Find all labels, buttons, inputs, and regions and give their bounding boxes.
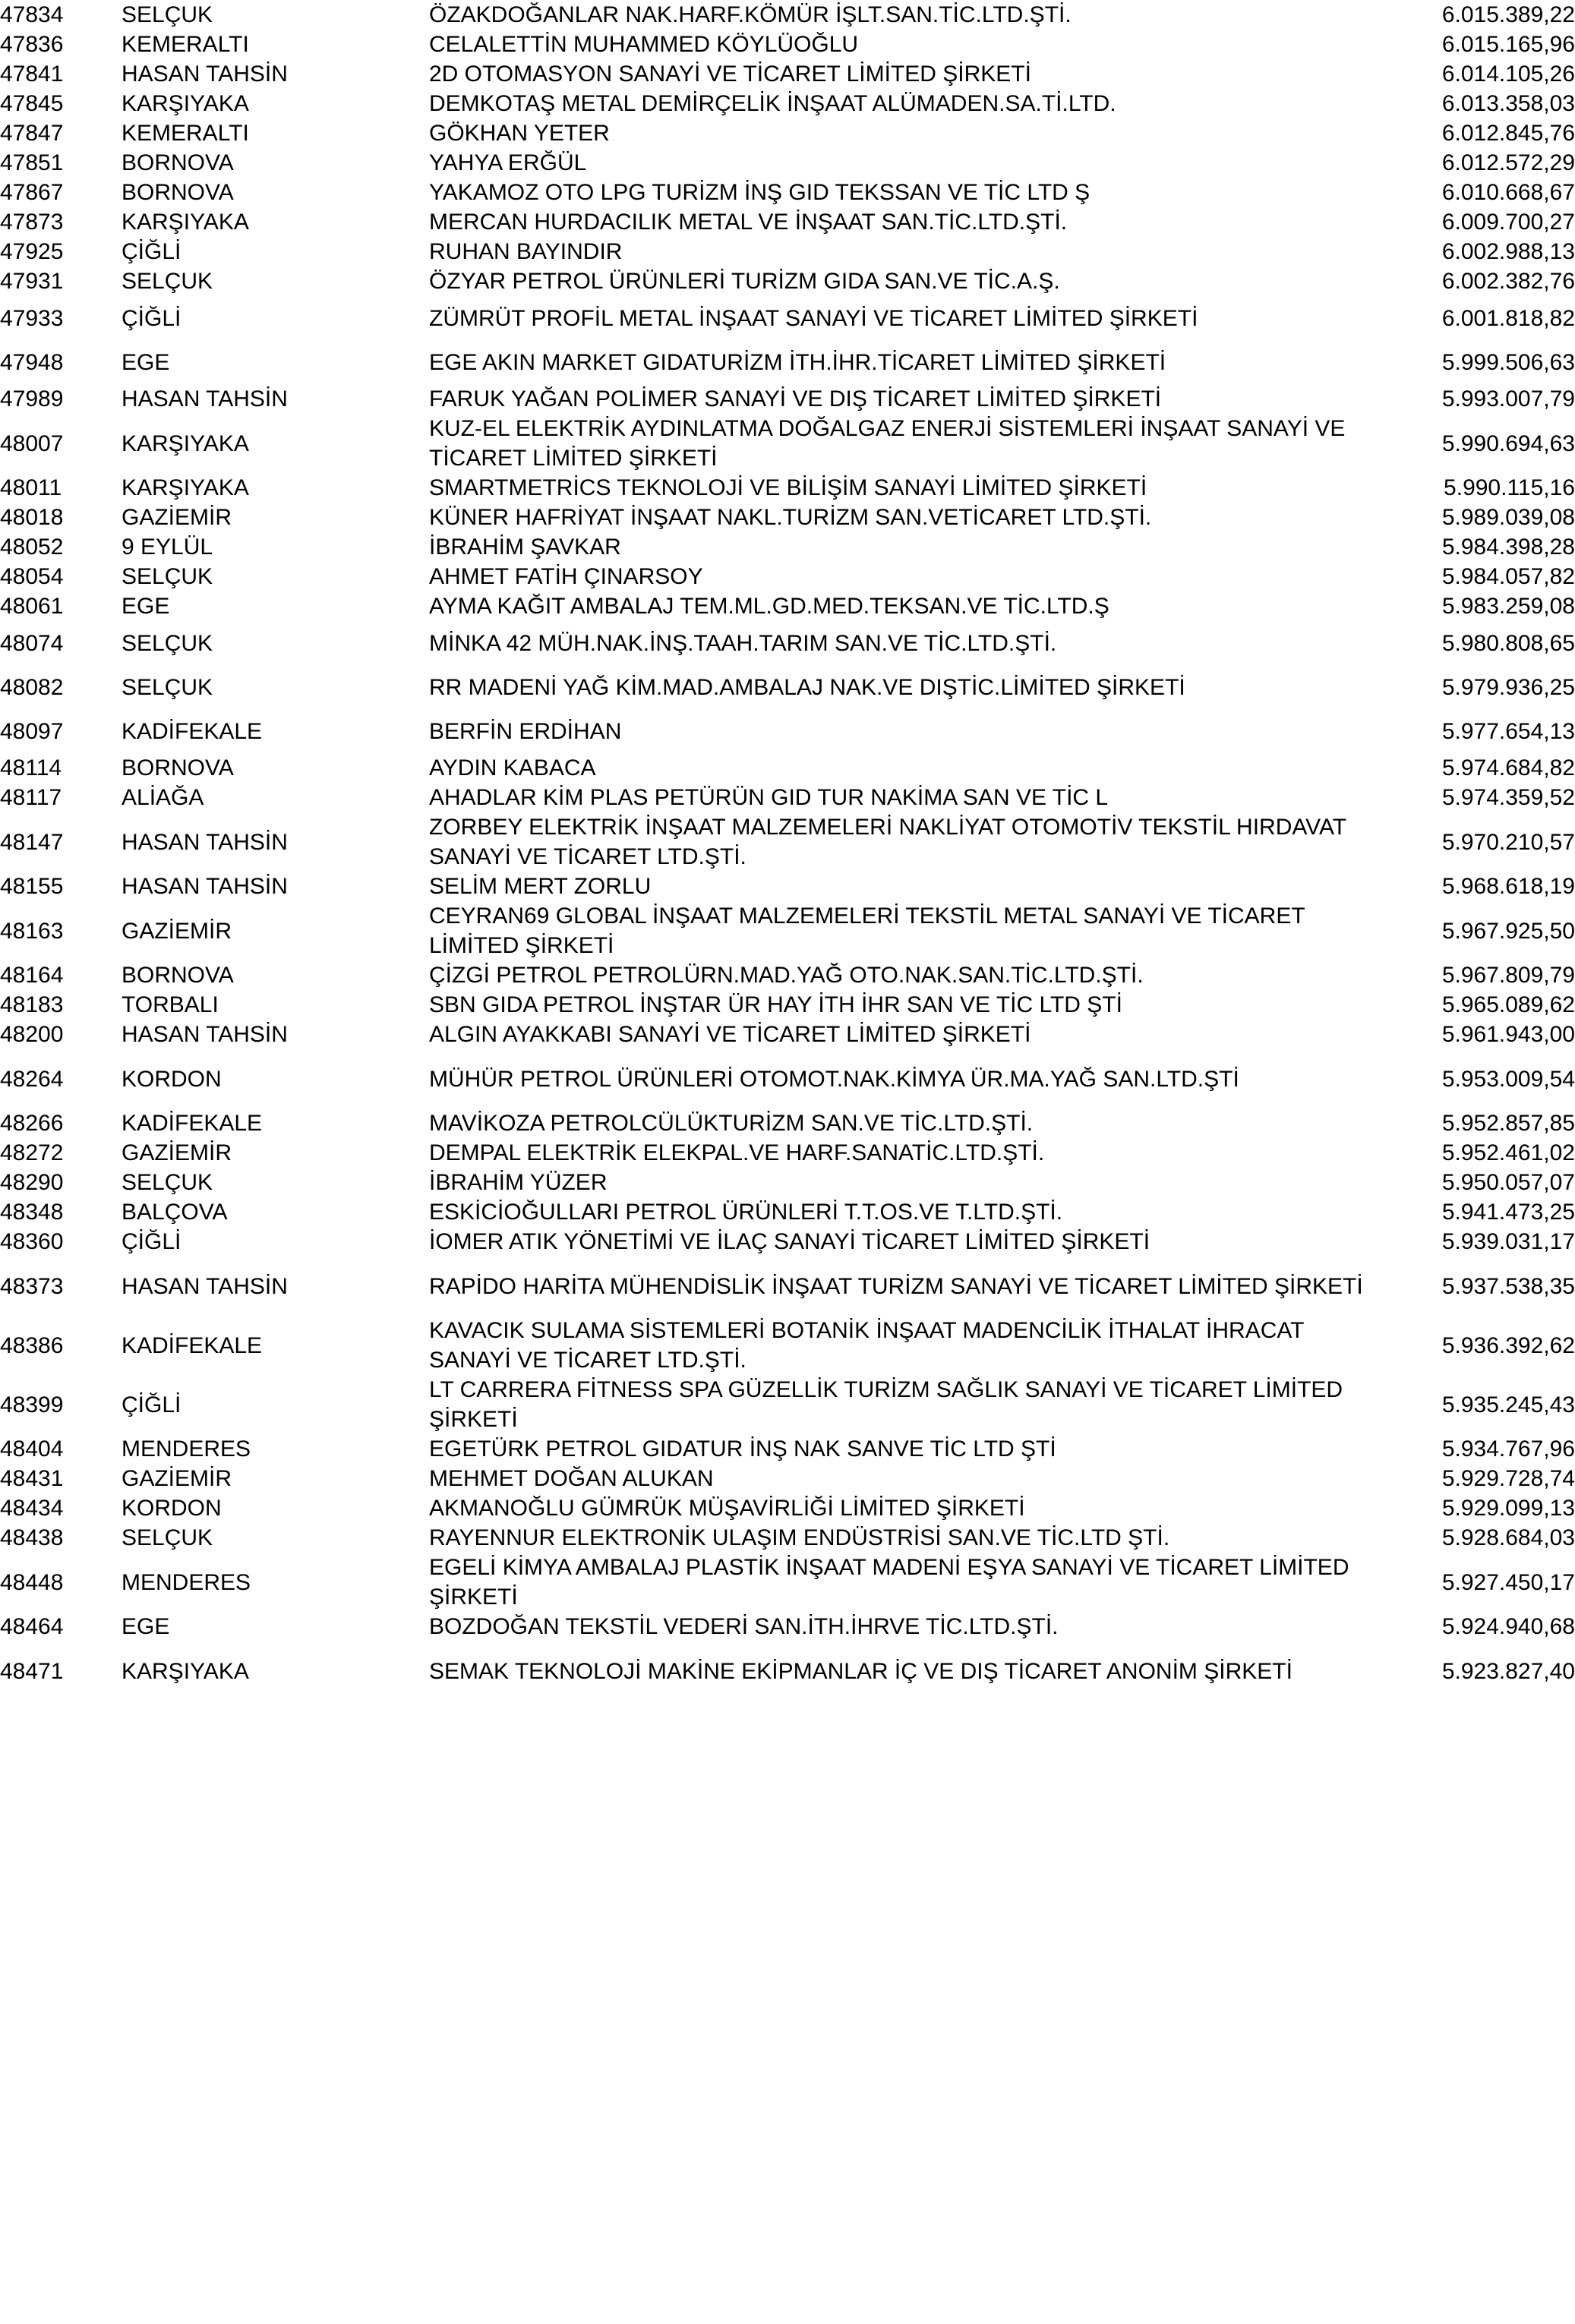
table-row	[0, 1197, 1575, 1227]
row-amount: 5.924.940,68	[1441, 1614, 1575, 1639]
row-rank: 48373	[0, 1273, 64, 1299]
row-amount: 5.928.684,03	[1441, 1525, 1575, 1550]
row-rank: 48272	[0, 1140, 64, 1165]
row-rank: 48052	[0, 534, 64, 560]
row-amount: 5.934.767,96	[1441, 1436, 1575, 1462]
table-row	[0, 178, 1575, 207]
row-office: HASAN TAHSİN	[122, 874, 288, 899]
row-office: BORNOVA	[122, 963, 234, 988]
row-name: KÜNER HAFRİYAT İNŞAAT NAKL.TURİZM SAN.VETİCARET LTD.ŞTİ.	[429, 505, 1152, 530]
row-name: İBRAHİM ŞAVKAR	[429, 534, 621, 560]
row-name: MÜHÜR PETROL ÜRÜNLERİ OTOMOT.NAK.KİMYA ÜR.MA.YAĞ SAN.LTD.ŞTİ	[429, 1066, 1239, 1092]
table-row	[0, 591, 1575, 621]
row-amount: 5.990.115,16	[1444, 475, 1575, 500]
row-rank: 48360	[0, 1229, 64, 1254]
row-rank: 48200	[0, 1022, 64, 1047]
row-amount: 5.965.089,62	[1441, 992, 1575, 1017]
row-rank: 48386	[0, 1332, 64, 1358]
table-row	[0, 1020, 1575, 1049]
table-row	[0, 1316, 1575, 1375]
row-name: İBRAHİM YÜZER	[429, 1170, 608, 1195]
row-amount: 5.970.210,57	[1441, 829, 1575, 855]
row-amount: 5.990.694,63	[1441, 430, 1575, 456]
table-row	[0, 1227, 1575, 1257]
row-rank: 48471	[0, 1658, 64, 1684]
row-amount: 6.012.845,76	[1441, 121, 1575, 146]
row-amount: 5.953.009,54	[1441, 1066, 1575, 1092]
row-office: KARŞIYAKA	[122, 210, 249, 235]
row-name: ESKİCİOĞULLARI PETROL ÜRÜNLERİ T.T.OS.VE T.LTD.ŞTİ.	[429, 1200, 1063, 1225]
row-office: ÇİĞLİ	[122, 239, 181, 264]
table-row	[0, 753, 1575, 783]
row-rank: 48183	[0, 992, 64, 1017]
row-name: BOZDOĞAN TEKSTİL VEDERİ SAN.İTH.İHRVE TİC.LTD.ŞTİ.	[429, 1614, 1059, 1639]
row-amount: 6.002.382,76	[1441, 269, 1575, 294]
row-office: KEMERALTI	[122, 121, 249, 146]
row-office: BORNOVA	[122, 755, 234, 780]
row-office: EGE	[122, 1614, 170, 1639]
table-row	[0, 783, 1575, 812]
row-amount: 6.002.988,13	[1441, 239, 1575, 264]
row-name: BERFİN ERDİHAN	[429, 718, 622, 744]
row-rank: 48114	[0, 755, 62, 780]
row-rank: 48164	[0, 963, 64, 988]
table-row	[0, 532, 1575, 562]
row-amount: 6.009.700,27	[1441, 210, 1575, 235]
row-amount: 6.013.358,03	[1441, 91, 1575, 116]
row-rank: 48348	[0, 1200, 64, 1225]
row-rank: 47931	[0, 269, 64, 294]
row-rank: 47841	[0, 61, 64, 87]
row-amount: 5.929.099,13	[1441, 1496, 1575, 1521]
row-rank: 47845	[0, 91, 64, 116]
row-rank: 47873	[0, 210, 64, 235]
row-office: GAZİEMİR	[122, 918, 232, 944]
row-amount: 5.989.039,08	[1441, 505, 1575, 530]
row-name: MERCAN HURDACILIK METAL VE İNŞAAT SAN.TİC.LTD.ŞTİ.	[429, 210, 1068, 235]
row-rank: 48438	[0, 1525, 64, 1550]
table-row	[0, 665, 1575, 709]
row-rank: 48266	[0, 1111, 64, 1136]
table-row	[0, 1375, 1575, 1434]
table-row	[0, 621, 1575, 665]
row-name: DEMKOTAŞ METAL DEMİRÇELİK İNŞAAT ALÜMADEN.SA.Tİ.LTD.	[429, 91, 1116, 116]
table-row	[0, 414, 1575, 473]
table-row	[0, 901, 1575, 960]
row-name: SBN GIDA PETROL İNŞTAR ÜR HAY İTH İHR SAN VE TİC LTD ŞTİ	[429, 992, 1122, 1017]
row-name: ÖZYAR PETROL ÜRÜNLERİ TURİZM GIDA SAN.VE TİC.A.Ş.	[429, 269, 1060, 294]
row-rank: 48399	[0, 1392, 64, 1417]
row-rank: 48074	[0, 630, 64, 656]
table-row	[0, 237, 1575, 266]
row-office: BORNOVA	[122, 150, 234, 175]
row-office: ÇİĞLİ	[122, 1229, 181, 1254]
row-office: SELÇUK	[122, 630, 213, 656]
table-row	[0, 1641, 1575, 1701]
row-amount: 6.012.572,29	[1441, 150, 1575, 175]
row-rank: 48434	[0, 1496, 64, 1521]
row-office: HASAN TAHSİN	[122, 829, 288, 855]
table-row	[0, 1108, 1575, 1138]
row-name: ALGIN AYAKKABI SANAYİ VE TİCARET LİMİTED ŞİRKETİ	[429, 1022, 1031, 1047]
row-amount: 5.984.398,28	[1441, 534, 1575, 560]
row-name: RR MADENİ YAĞ KİM.MAD.AMBALAJ NAK.VE DIŞTİC.LİMİTED ŞİRKETİ	[429, 674, 1185, 700]
row-amount: 5.937.538,35	[1441, 1273, 1575, 1299]
row-rank: 48018	[0, 505, 64, 530]
row-name: 2D OTOMASYON SANAYİ VE TİCARET LİMİTED ŞİRKETİ	[429, 61, 1031, 87]
row-rank: 48007	[0, 430, 64, 456]
row-amount: 5.968.618,19	[1441, 874, 1575, 899]
row-name: AKMANOĞLU GÜMRÜK MÜŞAVİRLİĞİ LİMİTED ŞİRKETİ	[429, 1496, 1025, 1521]
row-office: BORNOVA	[122, 180, 234, 205]
row-amount: 5.923.827,40	[1441, 1658, 1575, 1684]
row-rank: 47836	[0, 32, 64, 57]
row-office: KADİFEKALE	[122, 718, 263, 744]
row-rank: 48082	[0, 674, 64, 700]
row-amount: 5.952.461,02	[1441, 1140, 1575, 1165]
table-row	[0, 0, 1575, 30]
row-office: GAZİEMİR	[122, 1140, 232, 1165]
table-row	[0, 266, 1575, 296]
row-rank: 47925	[0, 239, 64, 264]
row-name: CEYRAN69 GLOBAL İNŞAAT MALZEMELERİ TEKSTİL METAL SANAYİ VE TİCARET LİMİTED ŞİRKETİ	[429, 903, 1305, 958]
row-office: KADİFEKALE	[122, 1111, 263, 1136]
table-row	[0, 503, 1575, 532]
row-office: GAZİEMİR	[122, 505, 232, 530]
table-row	[0, 812, 1575, 872]
row-amount: 6.014.105,26	[1441, 61, 1575, 87]
row-name: YAKAMOZ OTO LPG TURİZM İNŞ GID TEKSSAN VE TİC LTD Ş	[429, 180, 1091, 205]
row-office: MENDERES	[122, 1569, 251, 1595]
table-row	[0, 562, 1575, 591]
table-row	[0, 148, 1575, 178]
row-name: SEMAK TEKNOLOJİ MAKİNE EKİPMANLAR İÇ VE DIŞ TİCARET ANONİM ŞİRKETİ	[429, 1658, 1293, 1684]
row-name: MEHMET DOĞAN ALUKAN	[429, 1466, 714, 1491]
row-name: MAVİKOZA PETROLCÜLÜKTURİZM SAN.VE TİC.LTD.ŞTİ.	[429, 1111, 1034, 1136]
row-amount: 5.935.245,43	[1441, 1392, 1575, 1417]
row-name: SMARTMETRİCS TEKNOLOJİ VE BİLİŞİM SANAYİ LİMİTED ŞİRKETİ	[429, 475, 1147, 500]
row-office: MENDERES	[122, 1436, 251, 1462]
table-row	[0, 473, 1575, 503]
row-office: EGE	[122, 349, 170, 375]
table-row	[0, 872, 1575, 901]
row-name: EGE AKIN MARKET GIDATURİZM İTH.İHR.TİCARET LİMİTED ŞİRKETİ	[429, 349, 1166, 375]
row-amount: 5.939.031,17	[1441, 1229, 1575, 1254]
row-rank: 48464	[0, 1614, 64, 1639]
row-name: MİNKA 42 MÜH.NAK.İNŞ.TAAH.TARIM SAN.VE TİC.LTD.ŞTİ.	[429, 630, 1057, 656]
row-rank: 48448	[0, 1569, 64, 1595]
table-row	[0, 384, 1575, 414]
row-rank: 47948	[0, 349, 64, 375]
row-office: TORBALI	[122, 992, 219, 1017]
table-row	[0, 1464, 1575, 1493]
row-amount: 6.010.668,67	[1441, 180, 1575, 205]
row-rank: 48061	[0, 594, 64, 619]
row-rank: 48117	[0, 785, 62, 810]
table-row	[0, 1049, 1575, 1108]
row-rank: 47867	[0, 180, 64, 205]
row-office: ÇİĞLİ	[122, 1392, 181, 1417]
table-row	[0, 1138, 1575, 1168]
row-amount: 5.952.857,85	[1441, 1111, 1575, 1136]
table-row	[0, 296, 1575, 340]
row-amount: 5.974.359,52	[1441, 785, 1575, 810]
row-amount: 5.979.936,25	[1441, 674, 1575, 700]
row-amount: 5.961.943,00	[1441, 1022, 1575, 1047]
row-name: ÇİZGİ PETROL PETROLÜRN.MAD.YAĞ OTO.NAK.SAN.TİC.LTD.ŞTİ.	[429, 963, 1144, 988]
row-amount: 5.999.506,63	[1441, 349, 1575, 375]
row-name: AYMA KAĞIT AMBALAJ TEM.ML.GD.MED.TEKSAN.VE TİC.LTD.Ş	[429, 594, 1109, 619]
row-rank: 48163	[0, 918, 64, 944]
row-amount: 5.977.654,13	[1441, 718, 1575, 744]
table-row	[0, 1434, 1575, 1464]
row-office: EGE	[122, 594, 170, 619]
row-name: ZÜMRÜT PROFİL METAL İNŞAAT SANAYİ VE TİCARET LİMİTED ŞİRKETİ	[429, 305, 1198, 331]
row-office: KEMERALTI	[122, 32, 249, 57]
row-office: KARŞIYAKA	[122, 475, 249, 500]
row-rank: 47851	[0, 150, 64, 175]
row-office: HASAN TAHSİN	[122, 1022, 288, 1047]
row-amount: 5.967.925,50	[1441, 918, 1575, 944]
row-office: KORDON	[122, 1066, 222, 1092]
row-amount: 5.993.007,79	[1441, 386, 1575, 412]
row-office: KORDON	[122, 1496, 222, 1521]
row-office: SELÇUK	[122, 269, 213, 294]
table-row	[0, 89, 1575, 118]
row-rank: 48431	[0, 1466, 64, 1491]
row-name: İOMER ATIK YÖNETİMİ VE İLAÇ SANAYİ TİCARET LİMİTED ŞİRKETİ	[429, 1229, 1150, 1254]
row-office: HASAN TAHSİN	[122, 61, 288, 87]
row-name: LT CARRERA FİTNESS SPA GÜZELLİK TURİZM SAĞLIK SANAYİ VE TİCARET LİMİTED ŞİRKETİ	[429, 1377, 1343, 1432]
row-amount: 5.984.057,82	[1441, 564, 1575, 589]
row-name: RAYENNUR ELEKTRONİK ULAŞIM ENDÜSTRİSİ SAN.VE TİC.LTD ŞTİ.	[429, 1525, 1170, 1550]
row-name: KUZ-EL ELEKTRİK AYDINLATMA DOĞALGAZ ENERJİ SİSTEMLERİ İNŞAAT SANAYİ VE TİCARET LİMİTED ŞİRKETİ	[429, 416, 1346, 471]
row-name: YAHYA ERĞÜL	[429, 150, 587, 175]
table-row	[0, 1523, 1575, 1553]
row-rank: 47933	[0, 305, 64, 331]
row-name: AHADLAR KİM PLAS PETÜRÜN GID TUR NAKİMA SAN VE TİC L	[429, 785, 1109, 810]
row-amount: 5.983.259,08	[1441, 594, 1575, 619]
table-row	[0, 207, 1575, 237]
row-office: KARŞIYAKA	[122, 1658, 249, 1684]
row-amount: 5.929.728,74	[1441, 1466, 1575, 1491]
row-amount: 5.941.473,25	[1441, 1200, 1575, 1225]
row-office: SELÇUK	[122, 1170, 213, 1195]
row-office: SELÇUK	[122, 2, 213, 27]
row-rank: 47989	[0, 386, 64, 412]
row-name: AYDIN KABACA	[429, 755, 596, 780]
row-office: BALÇOVA	[122, 1200, 228, 1225]
row-office: SELÇUK	[122, 564, 213, 589]
row-rank: 48264	[0, 1066, 64, 1092]
row-name: RAPİDO HARİTA MÜHENDİSLİK İNŞAAT TURİZM SANAYİ VE TİCARET LİMİTED ŞİRKETİ	[429, 1273, 1363, 1299]
row-name: EGETÜRK PETROL GIDATUR İNŞ NAK SANVE TİC LTD ŞTİ	[429, 1436, 1056, 1462]
table-row	[0, 1257, 1575, 1316]
table-row	[0, 1612, 1575, 1641]
row-office: SELÇUK	[122, 674, 213, 700]
row-amount: 6.001.818,82	[1441, 305, 1575, 331]
row-name: EGELİ KİMYA AMBALAJ PLASTİK İNŞAAT MADENİ EŞYA SANAYİ VE TİCARET LİMİTED ŞİRKETİ	[429, 1555, 1349, 1610]
row-office: SELÇUK	[122, 1525, 213, 1550]
table-row	[0, 1493, 1575, 1523]
row-office: KARŞIYAKA	[122, 430, 249, 456]
row-amount: 5.927.450,17	[1441, 1569, 1575, 1595]
row-amount: 5.974.684,82	[1441, 755, 1575, 780]
row-rank: 47834	[0, 2, 64, 27]
row-office: GAZİEMİR	[122, 1466, 232, 1491]
row-name: FARUK YAĞAN POLİMER SANAYİ VE DIŞ TİCARET LİMİTED ŞİRKETİ	[429, 386, 1162, 412]
row-rank: 48097	[0, 718, 64, 744]
row-amount: 5.936.392,62	[1441, 1332, 1575, 1358]
table-row	[0, 30, 1575, 59]
table-row	[0, 960, 1575, 990]
table-row	[0, 340, 1575, 384]
table-row	[0, 59, 1575, 89]
table-row	[0, 1553, 1575, 1612]
row-rank: 48290	[0, 1170, 64, 1195]
row-office: HASAN TAHSİN	[122, 1273, 288, 1299]
row-rank: 48054	[0, 564, 64, 589]
row-rank: 48147	[0, 829, 64, 855]
row-office: ÇİĞLİ	[122, 305, 181, 331]
row-name: DEMPAL ELEKTRİK ELEKPAL.VE HARF.SANATİC.LTD.ŞTİ.	[429, 1140, 1045, 1165]
row-office: 9 EYLÜL	[122, 534, 213, 560]
row-amount: 6.015.389,22	[1441, 2, 1575, 27]
row-rank: 48404	[0, 1436, 64, 1462]
row-amount: 6.015.165,96	[1441, 32, 1575, 57]
row-amount: 5.980.808,65	[1441, 630, 1575, 656]
row-name: SELİM MERT ZORLU	[429, 874, 652, 899]
table-row	[0, 709, 1575, 753]
row-name: RUHAN BAYINDIR	[429, 239, 623, 264]
row-office: HASAN TAHSİN	[122, 386, 288, 412]
table-row	[0, 118, 1575, 148]
row-name: AHMET FATİH ÇINARSOY	[429, 564, 703, 589]
row-rank: 47847	[0, 121, 64, 146]
row-office: ALİAĞA	[122, 785, 204, 810]
row-name: GÖKHAN YETER	[429, 121, 610, 146]
table-row	[0, 990, 1575, 1020]
row-rank: 48155	[0, 874, 64, 899]
row-office: KADİFEKALE	[122, 1332, 263, 1358]
row-name: KAVACIK SULAMA SİSTEMLERİ BOTANİK İNŞAAT MADENCİLİK İTHALAT İHRACAT SANAYİ VE TİCARET LTD.ŞTİ.	[429, 1318, 1304, 1373]
row-office: KARŞIYAKA	[122, 91, 249, 116]
row-name: CELALETTİN MUHAMMED KÖYLÜOĞLU	[429, 32, 859, 57]
row-amount: 5.950.057,07	[1441, 1170, 1575, 1195]
row-name: ZORBEY ELEKTRİK İNŞAAT MALZEMELERİ NAKLİYAT OTOMOTİV TEKSTİL HIRDAVAT SANAYİ VE TİCARET LTD.ŞTİ.	[429, 815, 1346, 869]
row-name: ÖZAKDOĞANLAR NAK.HARF.KÖMÜR İŞLT.SAN.TİC.LTD.ŞTİ.	[429, 2, 1072, 27]
row-rank: 48011	[0, 475, 62, 500]
row-amount: 5.967.809,79	[1441, 963, 1575, 988]
table-row	[0, 1168, 1575, 1197]
